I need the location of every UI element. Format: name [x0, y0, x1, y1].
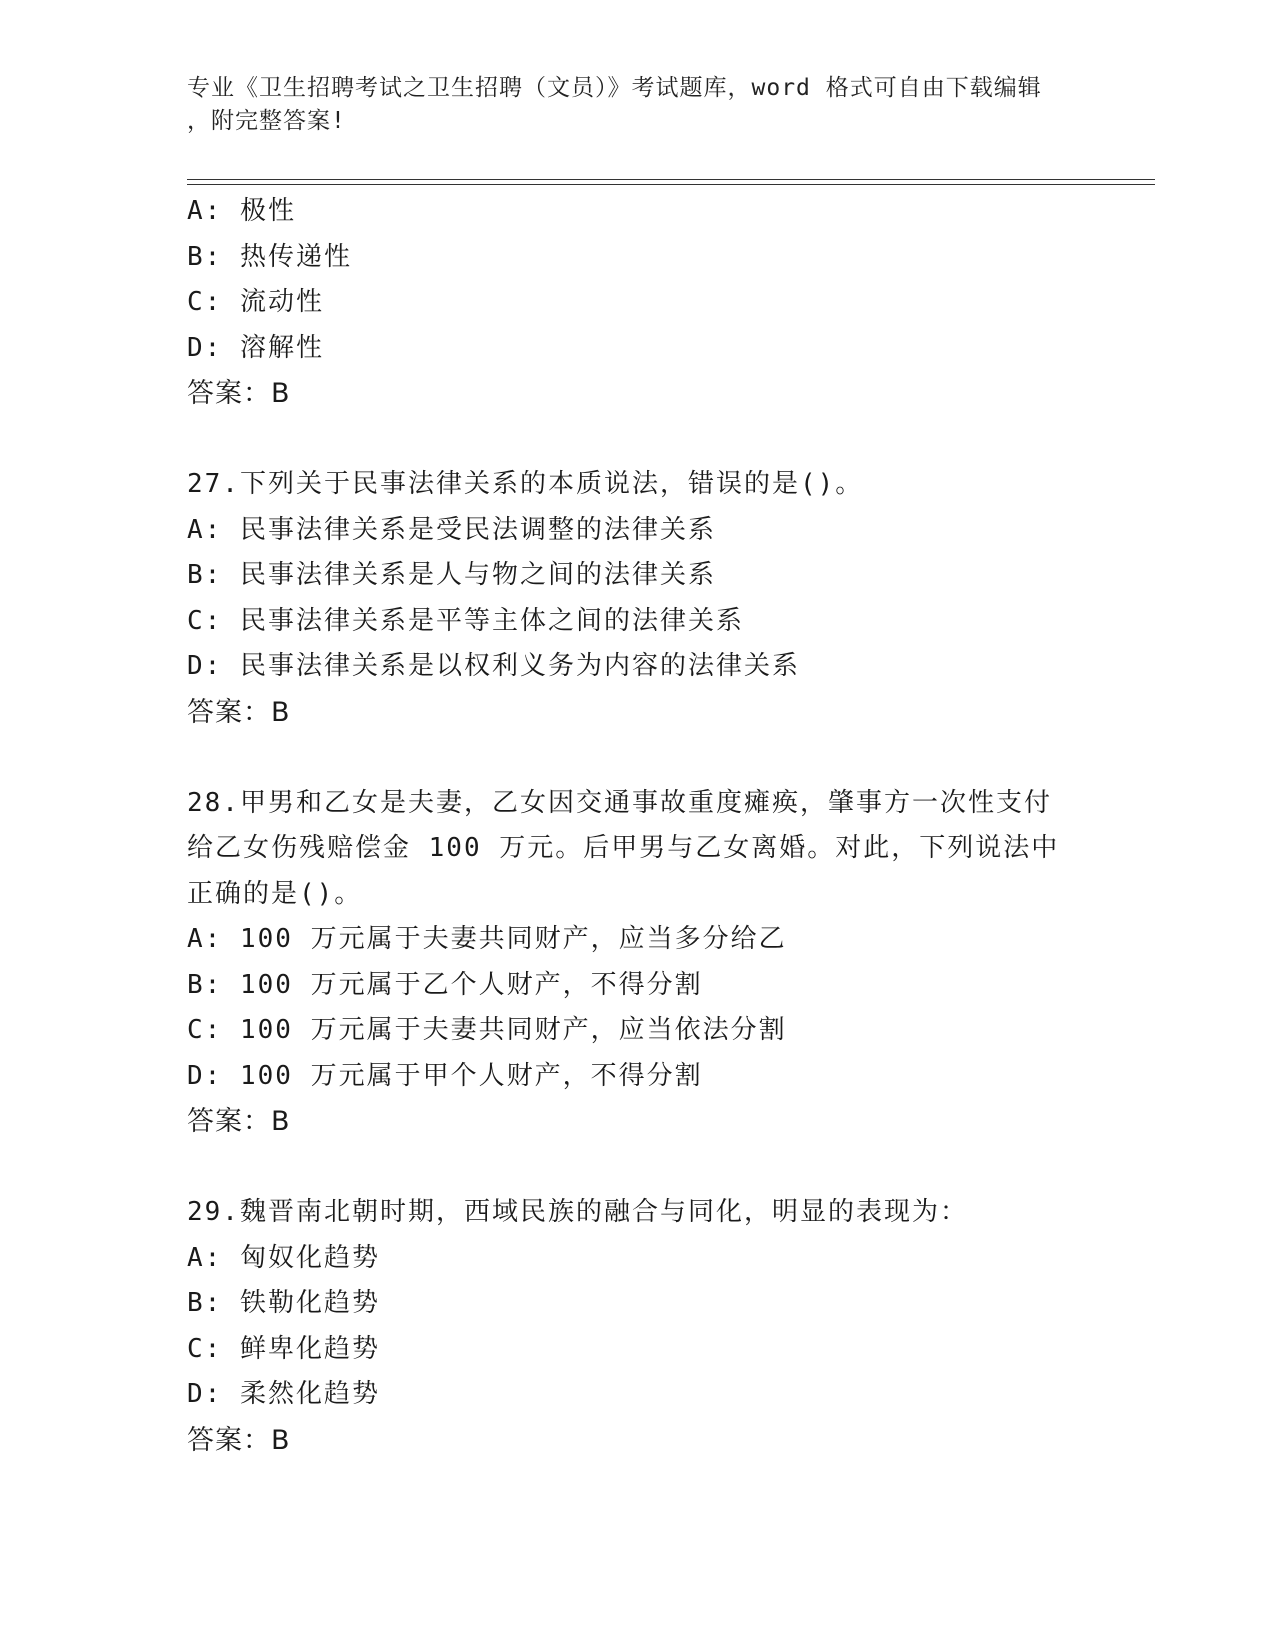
question-27 — [187, 462, 1087, 735]
spacer — [187, 735, 1087, 781]
option-a: A: 极性 — [187, 196, 296, 226]
document-header — [187, 72, 1087, 138]
header-divider-bottom — [187, 184, 1155, 185]
option-c: C: 100 万元属于夫妻共同财产，应当依法分割 — [187, 1015, 787, 1045]
question-stem: 29.魏晋南北朝时期，西域民族的融合与同化，明显的表现为： — [187, 1197, 968, 1227]
answer-line: 答案：B — [187, 378, 291, 409]
header-line-1: 专业《卫生招聘考试之卫生招聘（文员）》考试题库，word 格式可自由下载编辑 — [187, 75, 1042, 101]
option-d: D: 柔然化趋势 — [187, 1379, 380, 1409]
option-c: C: 鲜卑化趋势 — [187, 1333, 380, 1364]
option-d: D: 民事法律关系是以权利义务为内容的法律关系 — [187, 651, 800, 681]
option-b: B: 热传递性 — [187, 241, 352, 272]
option-b: B: 100 万元属于乙个人财产，不得分割 — [187, 969, 703, 1000]
option-b: B: 铁勒化趋势 — [187, 1288, 380, 1318]
answer-line: 答案：B — [187, 696, 291, 728]
option-b: B: 民事法律关系是人与物之间的法律关系 — [187, 560, 716, 590]
question-list — [187, 189, 1087, 1463]
header-divider-top — [187, 179, 1155, 180]
question-stem-line-2: 给乙女伤残赔偿金 100 万元。后甲男与乙女离婚。对此，下列说法中 — [187, 833, 1060, 863]
option-d: D: 溶解性 — [187, 332, 324, 363]
option-a: A: 匈奴化趋势 — [187, 1242, 380, 1273]
question-stem-line-1: 28.甲男和乙女是夫妻，乙女因交通事故重度瘫痪，肇事方一次性支付 — [187, 787, 1052, 818]
answer-line: 答案：B — [187, 1106, 291, 1137]
spacer — [187, 417, 1087, 463]
question-stem: 27.下列关于民事法律关系的本质说法，错误的是()。 — [187, 469, 864, 499]
spacer — [187, 1145, 1087, 1191]
question-stem-line-3: 正确的是()。 — [187, 878, 363, 909]
option-c: C: 流动性 — [187, 287, 324, 317]
option-a: A: 100 万元属于夫妻共同财产，应当多分给乙 — [187, 924, 787, 954]
answer-line: 答案：B — [187, 1424, 291, 1456]
option-d: D: 100 万元属于甲个人财产，不得分割 — [187, 1060, 703, 1091]
header-line-2: ，附完整答案! — [187, 108, 346, 134]
question-28 — [187, 781, 1087, 1145]
question-29 — [187, 1190, 1087, 1463]
question-26 — [187, 189, 1087, 417]
option-a: A: 民事法律关系是受民法调整的法律关系 — [187, 514, 716, 545]
option-c: C: 民事法律关系是平等主体之间的法律关系 — [187, 605, 744, 636]
